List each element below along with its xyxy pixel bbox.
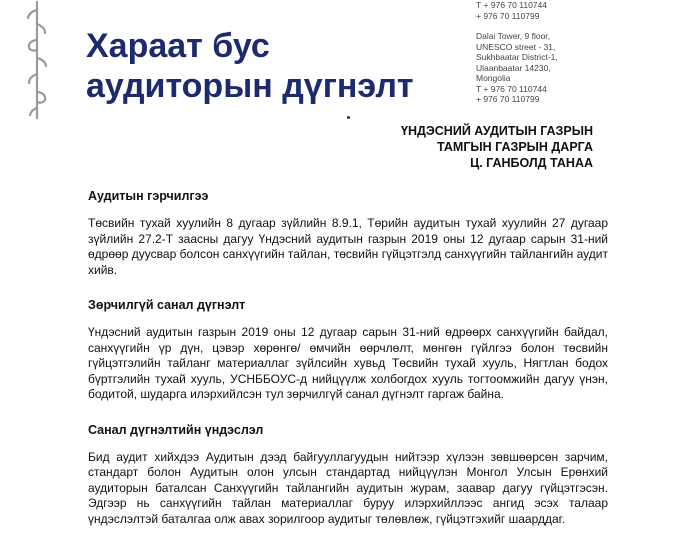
- address-line: Ulaanbaatar 14230,: [476, 62, 551, 73]
- address-line: Sukhbaatar District-1,: [476, 52, 558, 62]
- section-paragraph: Төсвийн тухай хуулийн 8 дугаар зүйлийн 8.9.1, Төрийн аудитын тухай хуулийн 27 дугаар зүйлийн 27.2-Т заасны дагуу Үндэсний аудитын газрын 2019 оны 12 дугаар сарын 31-ний өдрөөр дуусвар болсон санхүүгийн тайлан, төсвийн гүйцэтгэлд санхүүгийн тайлангийн аудит хийв.: [88, 216, 608, 277]
- section-basis-for-opinion: [88, 422, 608, 528]
- address-line: Т + 976 70 110744: [476, 0, 547, 10]
- vertical-script-logo: [22, 0, 52, 120]
- address-block: [476, 0, 596, 105]
- section-heading: Зөрчилгүй санал дүгнэлт: [88, 298, 246, 312]
- address-line: + 976 70 110799: [476, 94, 540, 104]
- dot-mark: [347, 116, 350, 119]
- recipient-block: [401, 123, 593, 171]
- recipient-line: ТАМГЫН ГАЗРЫН ДАРГА: [437, 140, 593, 154]
- recipient-line: Ц. ГАНБОЛД ТАНАА: [470, 156, 593, 170]
- recipient-line: ҮНДЭСНИЙ АУДИТЫН ГАЗРЫН: [401, 124, 593, 138]
- section-heading: Санал дүгнэлтийн үндэслэл: [88, 422, 264, 437]
- section-unqualified-opinion: [88, 297, 608, 403]
- document-body: [88, 188, 608, 546]
- page-title: Хараат бус аудиторын дүгнэлт: [86, 27, 414, 105]
- section-audit-certificate: [88, 188, 608, 278]
- address-line: T + 976 70 110744: [476, 83, 547, 94]
- section-heading: Аудитын гэрчилгээ: [88, 189, 209, 203]
- section-paragraph: Үндэсний аудитын газрын 2019 оны 12 дугаар сарын 31-ний өдрөөрх санхүүгийн байдал, санхүүгийн үр дүн, цэвэр хөрөнгө/ өмчийн өөрчлөлт, мөнгөн гүйлгээ болон төсвийн гүйцэтгэлийн тайланг материаллаг зүйлсийн хувьд Төсвийн тухай хууль, Нягтлан бодох бүртгэлийн тухай хууль, УСНББОУС-д нийцүүлж холбогдох хууль тогтоомжийн дагуу үнэн, бодитой, шударга илэрхийлсэн тул зөрчилгүй санал дүгнэлт гаргаж байна.: [88, 325, 608, 401]
- address-line: UNESCO street - 31,: [476, 41, 556, 52]
- address-line: Dalai Tower, 9 floor,: [476, 31, 551, 41]
- address-line: + 976 70 110799: [476, 10, 540, 21]
- section-paragraph: Бид аудит хийхдээ Аудитын дээд байгууллагуудын нийтээр хүлээн зөвшөөрсөн зарчим, стандарт болон Аудитын олон улсын стандартад нийцүүлэн Монгол Улсын Ерөнхий аудиторын баталсан Санхүүгийн тайлангийн аудитын журам, заавар дагуу гүйцэтгэсэн. Эдгээр нь санхүүгийн тайлан материаллаг буруу илэрхийллээс ангид эсэх талаар үндэслэлтэй баталгаа олж авах зорилгоор аудитыг төлөвлөж, гүйцэтгэхийг шаарддаг.: [88, 449, 608, 526]
- address-line: Mongolia: [476, 73, 511, 83]
